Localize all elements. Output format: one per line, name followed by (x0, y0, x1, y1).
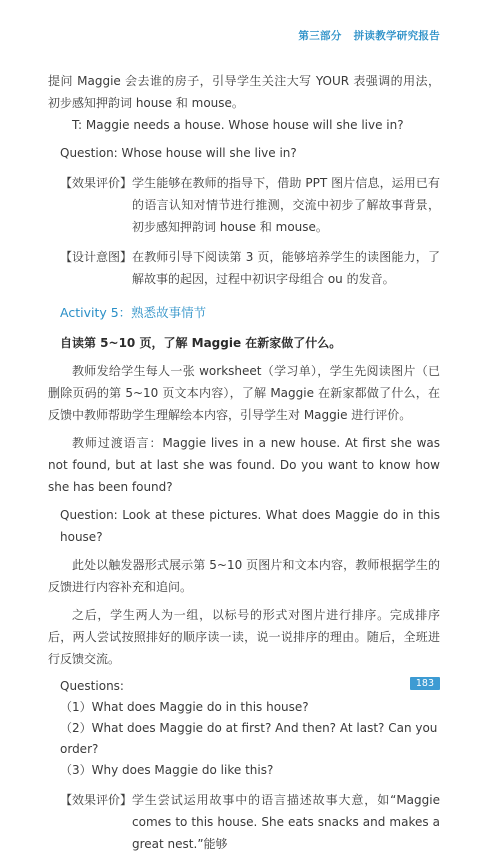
header-part: 第三部分 (298, 30, 342, 42)
question-pictures: Question: Look at these pictures. What does Maggie do in this house? (60, 508, 440, 544)
effect-evaluation-tag: 【效果评价】 (60, 793, 133, 807)
header-title: 拼读教学研究报告 (353, 30, 440, 42)
paragraph-ordering: 之后，学生两人为一组，以标号的形式对图片进行排序。完成排序后，两人尝试按照排好的顺序读一读，说一说排序的理由。随后，全班进行反馈交流。 (48, 608, 440, 666)
page-number-badge: 183 (410, 677, 440, 690)
questions-label: Questions: (60, 679, 124, 693)
page-body (48, 70, 440, 855)
list-item: （1）What does Maggie do in this house? (60, 700, 309, 714)
paragraph-intro: 提问 Maggie 会去谁的房子，引导学生关注大写 YOUR 表强调的用法，初步感知押韵词 house 和 mouse。 (48, 74, 440, 110)
teacher-line: T: Maggie needs a house. Whose house will she live in? (72, 118, 404, 132)
paragraph-trigger: 此处以触发器形式展示第 5~10 页图片和文本内容，教师根据学生的反馈进行内容补充和追问。 (48, 558, 440, 594)
paragraph-worksheet: 教师发给学生每人一张 worksheet（学习单），学生先阅读图片（已删除页码的第 5~10 页文本内容），了解 Maggie 在新家都做了什么，在反馈中教师帮助学生理解绘本内容，引导学生对 Maggie 进行评价。 (48, 364, 440, 422)
design-intent (48, 246, 440, 290)
running-header (290, 28, 440, 43)
design-intent-text: 在教师引导下阅读第 3 页，能够培养学生的读图能力，了解故事的起因，过程中初识字母组合 ou 的发音。 (132, 250, 440, 286)
paragraph-transition: 教师过渡语言：Maggie lives in a new house. At first she was not found, but at last she was found. Do you want to know how she has been found? (48, 436, 440, 494)
design-intent-tag: 【设计意图】 (60, 250, 133, 264)
effect-evaluation-1 (48, 172, 440, 238)
questions-list (48, 676, 440, 781)
effect-evaluation-tag: 【效果评价】 (60, 176, 133, 190)
section-subheading: 自读第 5~10 页，了解 Maggie 在新家做了什么。 (60, 336, 342, 350)
list-item: （2）What does Maggie do at first? And then? At last? Can you order? (60, 721, 438, 756)
list-item: （3）Why does Maggie do like this? (60, 763, 274, 777)
effect-evaluation-text: 学生能够在教师的指导下，借助 PPT 图片信息，运用已有的语言认知对情节进行推测，交流中初步了解故事背景，初步感知押韵词 house 和 mouse。 (132, 176, 440, 234)
effect-evaluation-text: 学生尝试运用故事中的语言描述故事大意，如“Maggie comes to this house. She eats snacks and makes a great nest.”能够 (132, 793, 440, 851)
effect-evaluation-2 (48, 789, 440, 855)
activity-heading: Activity 5：熟悉故事情节 (60, 305, 207, 320)
question-whose-house: Question: Whose house will she live in? (60, 146, 297, 160)
